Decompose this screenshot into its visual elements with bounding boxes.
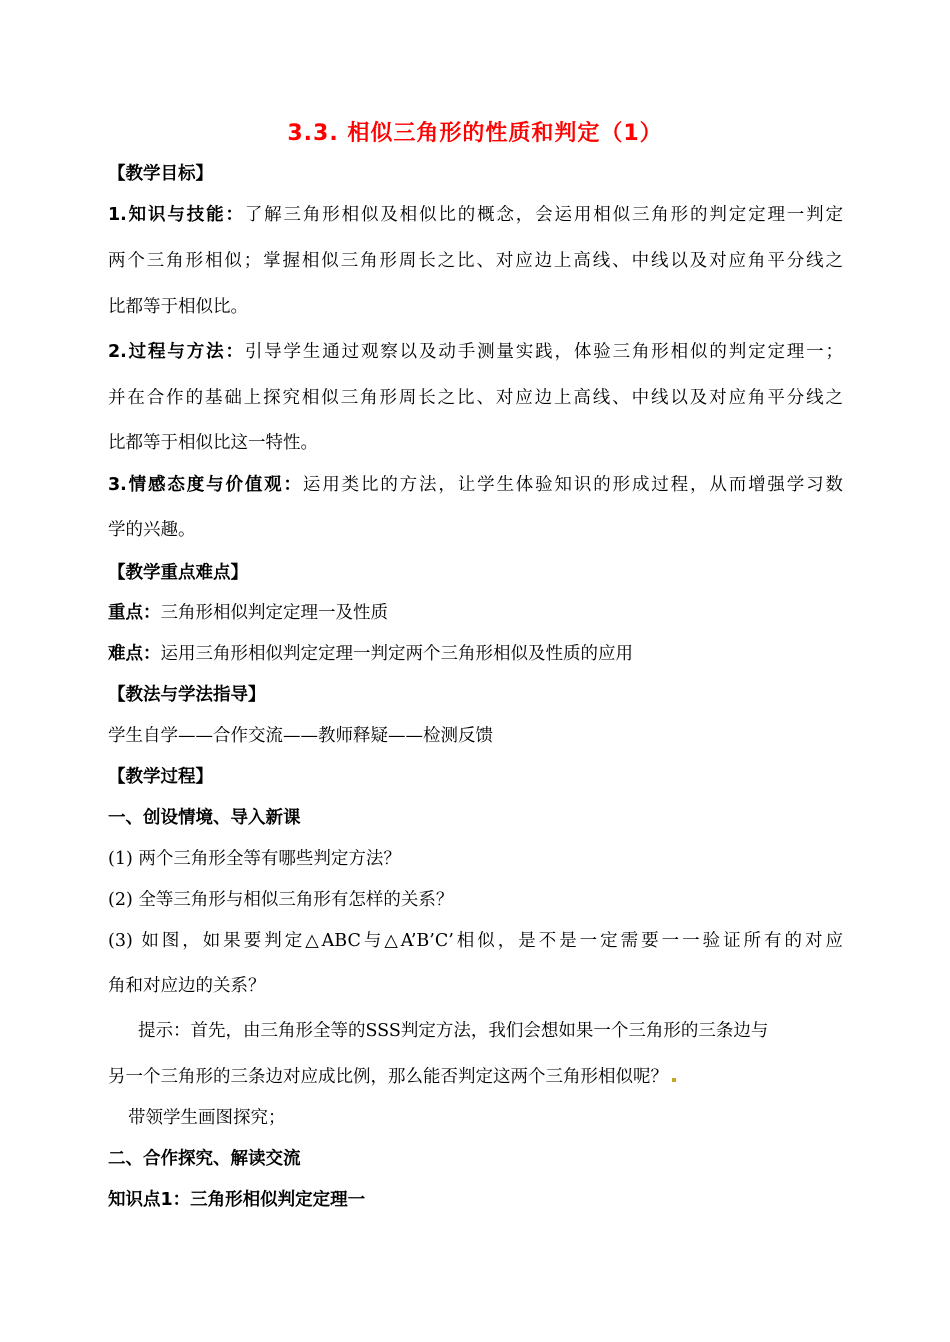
process-heading: 【教学过程】 <box>108 767 213 787</box>
key-points-heading: 【教学重点难点】 <box>108 563 248 583</box>
objective-3-line-2: 学的兴趣。 <box>108 520 196 540</box>
focus-line <box>108 601 843 625</box>
focus-label: 重点： <box>108 603 161 623</box>
objective-2-line-1 <box>108 340 843 364</box>
objective-3-text-1: 运用类比的方法，让学生体验知识的形成过程，从而增强学习数 <box>302 475 844 495</box>
question-1: (1) 两个三角形全等有哪些判定方法？ <box>108 849 401 869</box>
focus-text: 三角形相似判定定理一及性质 <box>160 603 388 623</box>
objective-1-line-3: 比都等于相似比。 <box>108 297 248 317</box>
methods-heading: 【教法与学法指导】 <box>108 685 266 705</box>
page-title: 3.3. 相似三角形的性质和判定（1） <box>287 121 663 146</box>
question-3-line-1: (3) 如图，如果要判定△ABC与△A’B’C’相似，是不是一定需要一一验证所有的对应 <box>108 931 843 951</box>
objective-1-label: 1.知识与技能： <box>108 205 245 225</box>
guide-text: 带领学生画图探究； <box>128 1108 286 1128</box>
objective-2-line-2: 并在合作的基础上探究相似三角形周长之比、对应边上高线、中线以及对应角平分线之 <box>108 388 843 408</box>
difficulty-line <box>108 642 843 666</box>
hint-line-2 <box>108 1065 843 1089</box>
objective-1-text-1: 了解三角形相似及相似比的概念，会运用相似三角形的判定定理一判定 <box>244 205 844 225</box>
objective-3-line-1 <box>108 473 843 497</box>
objective-2-text-1: 引导学生通过观察以及动手测量实践，体验三角形相似的判定定理一； <box>244 342 844 362</box>
part-1-heading: 一、创设情境、导入新课 <box>108 808 301 828</box>
knowledge-point-1: 知识点1：三角形相似判定定理一 <box>108 1190 366 1210</box>
methods-text: 学生自学——合作交流——教师释疑——检测反馈 <box>108 726 493 746</box>
hint-text-2: 另一个三角形的三条边对应成比例，那么能否判定这两个三角形相似呢？ <box>108 1067 668 1087</box>
marker-dot <box>672 1078 676 1082</box>
objective-3-label: 3.情感态度与价值观： <box>108 475 303 495</box>
difficulty-text: 运用三角形相似判定定理一判定两个三角形相似及性质的应用 <box>160 644 633 664</box>
objective-2-label: 2.过程与方法： <box>108 342 245 362</box>
part-2-heading: 二、合作探究、解读交流 <box>108 1149 301 1169</box>
objective-2-line-3: 比都等于相似比这一特性。 <box>108 433 318 453</box>
question-2: (2) 全等三角形与相似三角形有怎样的关系？ <box>108 890 454 910</box>
difficulty-label: 难点： <box>108 644 161 664</box>
objective-1-line-1 <box>108 203 843 227</box>
objectives-heading: 【教学目标】 <box>108 164 213 184</box>
objective-1-line-2: 两个三角形相似；掌握相似三角形周长之比、对应边上高线、中线以及对应角平分线之 <box>108 251 843 271</box>
hint-line-1: 提示：首先，由三角形全等的SSS判定方法，我们会想如果一个三角形的三条边与 <box>138 1021 769 1041</box>
question-3-line-2: 角和对应边的关系？ <box>108 976 266 996</box>
